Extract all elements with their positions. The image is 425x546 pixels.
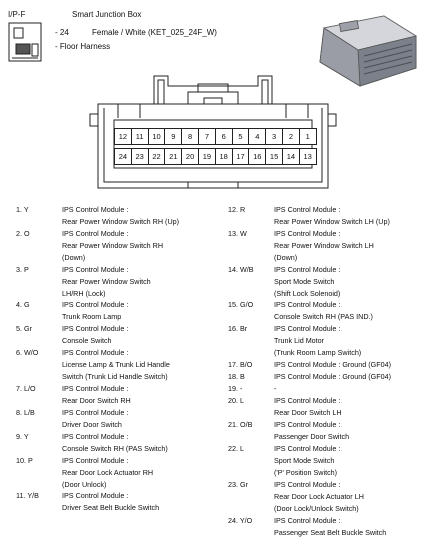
connector-title: Smart Junction Box [72, 10, 142, 19]
pin-cell: 9 [164, 128, 182, 145]
pin-cell: 14 [282, 148, 300, 165]
pin-count: - 24 [55, 28, 69, 37]
connector-spec: Female / White (KET_025_24F_W) [92, 28, 217, 37]
connector-code: I/P-F [8, 10, 26, 19]
pin-cell: 11 [131, 128, 149, 145]
pin-cell: 8 [181, 128, 199, 145]
pin-cell: 12 [114, 128, 132, 145]
pin-cell: 23 [131, 148, 149, 165]
pin-cell: 16 [248, 148, 266, 165]
pin-cell: 13 [299, 148, 317, 165]
pin-cell: 18 [215, 148, 233, 165]
pin-cell: 7 [198, 128, 216, 145]
connector-top-row [114, 128, 324, 146]
pin-cell: 21 [164, 148, 182, 165]
pin-cell: 10 [148, 128, 166, 145]
pin-cell: 4 [248, 128, 266, 145]
pin-cell: 15 [265, 148, 283, 165]
connector-location-icon [8, 22, 42, 62]
pin-cell: 24 [114, 148, 132, 165]
pin-cell: 3 [265, 128, 283, 145]
pin-cell: 17 [232, 148, 250, 165]
pin-cell: 19 [198, 148, 216, 165]
pin-cell: 6 [215, 128, 233, 145]
connector-bottom-row [114, 148, 324, 166]
pin-cell: 20 [181, 148, 199, 165]
pin-cell: 22 [148, 148, 166, 165]
pin-cell: 2 [282, 128, 300, 145]
harness-label: - Floor Harness [55, 42, 111, 51]
pin-cell: 1 [299, 128, 317, 145]
pin-cell: 5 [232, 128, 250, 145]
